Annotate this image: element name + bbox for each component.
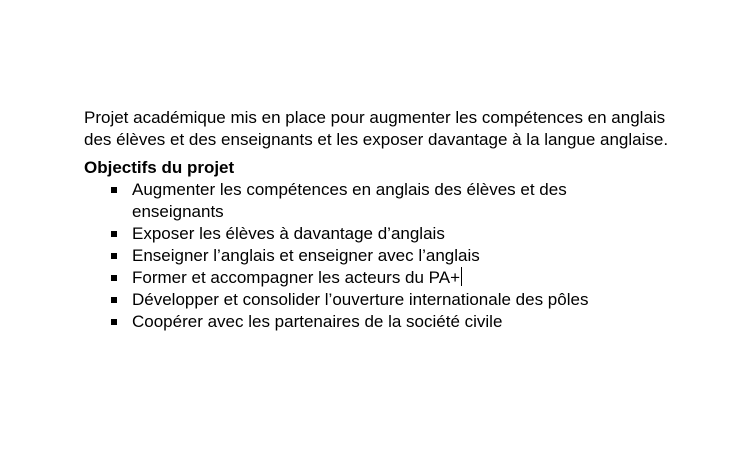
list-item[interactable] xyxy=(84,179,622,223)
intro-paragraph[interactable]: Projet académique mis en place pour augmenter les compétences en anglais des élèves et des enseignants et les exposer davantage à la langue anglaise. xyxy=(84,108,669,149)
document-body[interactable] xyxy=(84,107,684,333)
objectives-list xyxy=(84,179,684,333)
list-item[interactable] xyxy=(84,267,622,289)
objective-text: Former et accompagner les acteurs du PA+ xyxy=(132,268,461,287)
objective-text: Enseigner l’anglais et enseigner avec l’anglais xyxy=(132,246,480,265)
square-bullet-icon xyxy=(111,319,117,325)
square-bullet-icon xyxy=(111,275,117,281)
objective-text: Augmenter les compétences en anglais des élèves et des enseignants xyxy=(132,180,567,221)
list-item[interactable] xyxy=(84,245,622,267)
list-item[interactable] xyxy=(84,223,622,245)
objective-text: Coopérer avec les partenaires de la société civile xyxy=(132,312,503,331)
square-bullet-icon xyxy=(111,253,117,259)
objective-text: Exposer les élèves à davantage d’anglais xyxy=(132,224,445,243)
objectives-heading[interactable]: Objectifs du projet xyxy=(84,158,235,177)
square-bullet-icon xyxy=(111,187,117,193)
text-cursor xyxy=(461,267,462,286)
list-item[interactable] xyxy=(84,311,622,333)
objective-text: Développer et consolider l’ouverture internationale des pôles xyxy=(132,290,589,309)
square-bullet-icon xyxy=(111,297,117,303)
list-item[interactable] xyxy=(84,289,622,311)
square-bullet-icon xyxy=(111,231,117,237)
